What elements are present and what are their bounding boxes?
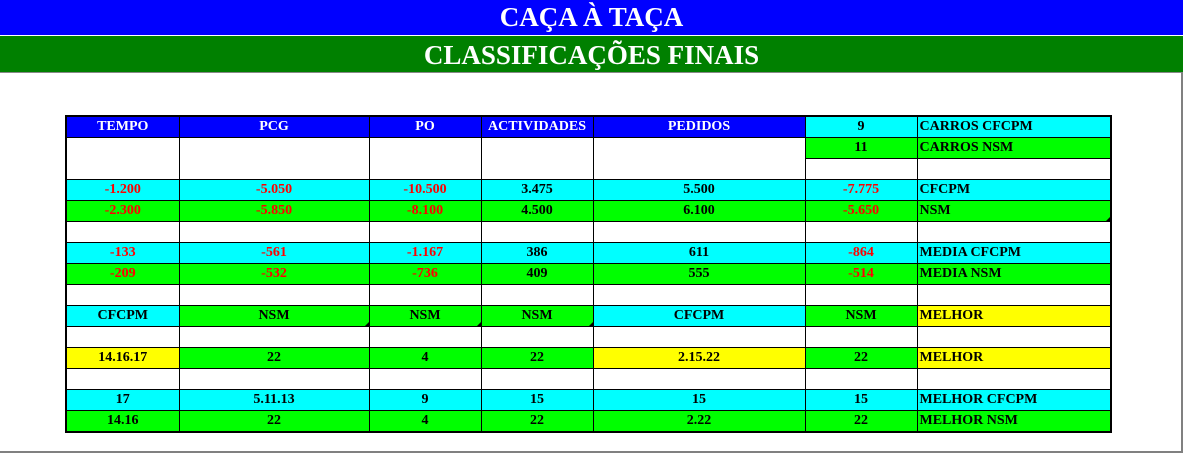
table-cell[interactable]: 14.16.17: [66, 348, 179, 369]
table-cell[interactable]: 5.500: [593, 180, 805, 201]
row-label[interactable]: MEDIA CFCPM: [917, 243, 1111, 264]
table-cell[interactable]: 15: [805, 390, 917, 411]
table-cell[interactable]: 4.500: [481, 201, 593, 222]
row-label[interactable]: NSM: [917, 201, 1111, 222]
table-header-row: [66, 116, 1111, 138]
empty-cell[interactable]: [805, 285, 917, 306]
spacer-row: [66, 285, 1111, 306]
empty-cell[interactable]: [179, 222, 369, 243]
table-cell[interactable]: CFCPM: [66, 306, 179, 327]
header-cell-po[interactable]: PO: [369, 116, 481, 138]
best-cfcpm-row: [66, 390, 1111, 411]
table-cell[interactable]: -561: [179, 243, 369, 264]
classification-table: [65, 115, 1112, 433]
table-cell[interactable]: 555: [593, 264, 805, 285]
average-cfcpm-row: [66, 243, 1111, 264]
table-cell[interactable]: -133: [66, 243, 179, 264]
row-label[interactable]: MELHOR NSM: [917, 411, 1111, 433]
empty-cell[interactable]: [179, 285, 369, 306]
table-cell[interactable]: 4: [369, 348, 481, 369]
table-cell[interactable]: NSM: [369, 306, 481, 327]
empty-cell[interactable]: [805, 159, 917, 180]
table-cell[interactable]: 22: [481, 348, 593, 369]
page-subtitle: CLASSIFICAÇÕES FINAIS: [0, 36, 1183, 72]
table-cell[interactable]: -8.100: [369, 201, 481, 222]
table-cell[interactable]: -2.300: [66, 201, 179, 222]
header-cell-pcg[interactable]: PCG: [179, 116, 369, 138]
best-nsm-row: [66, 411, 1111, 433]
best-values-row: [66, 348, 1111, 369]
table-cell[interactable]: -5.850: [179, 201, 369, 222]
row-label[interactable]: MELHOR: [917, 306, 1111, 327]
table-cell[interactable]: -5.650: [805, 201, 917, 222]
empty-cell[interactable]: [805, 222, 917, 243]
table-cell[interactable]: -514: [805, 264, 917, 285]
empty-cell[interactable]: [179, 327, 369, 348]
table-cell[interactable]: NSM: [805, 306, 917, 327]
table-cell[interactable]: 15: [481, 390, 593, 411]
table-cell[interactable]: 22: [179, 348, 369, 369]
table-cell[interactable]: 4: [369, 411, 481, 433]
empty-cell[interactable]: [369, 285, 481, 306]
empty-cell[interactable]: [66, 369, 179, 390]
table-cell[interactable]: CFCPM: [593, 306, 805, 327]
empty-cell[interactable]: [369, 369, 481, 390]
page-title: CAÇA À TAÇA: [0, 0, 1183, 35]
table-cell[interactable]: -7.775: [805, 180, 917, 201]
cars-nsm-count[interactable]: 11: [805, 138, 917, 159]
empty-cell[interactable]: [593, 285, 805, 306]
header-cell-tempo[interactable]: TEMPO: [66, 116, 179, 138]
table-cell[interactable]: 409: [481, 264, 593, 285]
table-cell[interactable]: 386: [481, 243, 593, 264]
cars-nsm-label[interactable]: CARROS NSM: [917, 138, 1111, 159]
empty-cell[interactable]: [179, 369, 369, 390]
header-cell-actividades[interactable]: ACTIVIDADES: [481, 116, 593, 138]
table-cell[interactable]: 9: [369, 390, 481, 411]
table-cell[interactable]: 5.11.13: [179, 390, 369, 411]
spacer-row: [66, 327, 1111, 348]
table-cell[interactable]: 22: [179, 411, 369, 433]
empty-cell[interactable]: [481, 222, 593, 243]
empty-cell[interactable]: [369, 327, 481, 348]
table-cell[interactable]: 2.22: [593, 411, 805, 433]
empty-cell[interactable]: [481, 369, 593, 390]
table-cell[interactable]: NSM: [179, 306, 369, 327]
table-cell[interactable]: -10.500: [369, 180, 481, 201]
empty-cell[interactable]: [805, 327, 917, 348]
table-cell[interactable]: 611: [593, 243, 805, 264]
average-nsm-row: [66, 264, 1111, 285]
empty-cell[interactable]: [481, 138, 593, 180]
totals-nsm-row: [66, 201, 1111, 222]
empty-cell[interactable]: [66, 285, 179, 306]
cars-cfcpm-label[interactable]: CARROS CFCPM: [917, 116, 1111, 138]
cars-cfcpm-count[interactable]: 9: [805, 116, 917, 138]
empty-cell[interactable]: [593, 327, 805, 348]
table-row: [66, 138, 1111, 159]
table-cell[interactable]: 22: [805, 411, 917, 433]
spacer-row: [66, 369, 1111, 390]
spacer-row: [66, 222, 1111, 243]
empty-cell[interactable]: [805, 369, 917, 390]
table-cell[interactable]: 14.16: [66, 411, 179, 433]
row-label[interactable]: MELHOR CFCPM: [917, 390, 1111, 411]
empty-cell[interactable]: [917, 369, 1111, 390]
table-cell[interactable]: 17: [66, 390, 179, 411]
empty-cell[interactable]: [369, 222, 481, 243]
empty-cell[interactable]: [66, 327, 179, 348]
empty-cell[interactable]: [593, 222, 805, 243]
empty-cell[interactable]: [66, 222, 179, 243]
empty-cell[interactable]: [481, 327, 593, 348]
row-label[interactable]: MEDIA NSM: [917, 264, 1111, 285]
empty-cell[interactable]: [481, 285, 593, 306]
table-cell[interactable]: 22: [805, 348, 917, 369]
table-cell[interactable]: 22: [481, 411, 593, 433]
table-cell[interactable]: -1.167: [369, 243, 481, 264]
empty-cell[interactable]: [917, 285, 1111, 306]
empty-cell[interactable]: [179, 138, 369, 180]
row-label[interactable]: CFCPM: [917, 180, 1111, 201]
divider: [0, 72, 1183, 73]
table-cell[interactable]: -1.200: [66, 180, 179, 201]
table-cell[interactable]: -532: [179, 264, 369, 285]
totals-cfcpm-row: [66, 180, 1111, 201]
table-cell[interactable]: -5.050: [179, 180, 369, 201]
table-cell[interactable]: -864: [805, 243, 917, 264]
empty-cell[interactable]: [917, 222, 1111, 243]
empty-cell[interactable]: [593, 138, 805, 180]
table-cell[interactable]: -209: [66, 264, 179, 285]
table-cell[interactable]: 2.15.22: [593, 348, 805, 369]
empty-cell[interactable]: [369, 138, 481, 180]
empty-cell[interactable]: [66, 138, 179, 180]
best-team-row: [66, 306, 1111, 327]
empty-cell[interactable]: [917, 159, 1111, 180]
empty-cell[interactable]: [917, 327, 1111, 348]
table-cell[interactable]: NSM: [481, 306, 593, 327]
empty-cell[interactable]: [593, 369, 805, 390]
row-label[interactable]: MELHOR: [917, 348, 1111, 369]
table-cell[interactable]: -736: [369, 264, 481, 285]
header-cell-pedidos[interactable]: PEDIDOS: [593, 116, 805, 138]
table-cell[interactable]: 3.475: [481, 180, 593, 201]
table-cell[interactable]: 15: [593, 390, 805, 411]
table-cell[interactable]: 6.100: [593, 201, 805, 222]
